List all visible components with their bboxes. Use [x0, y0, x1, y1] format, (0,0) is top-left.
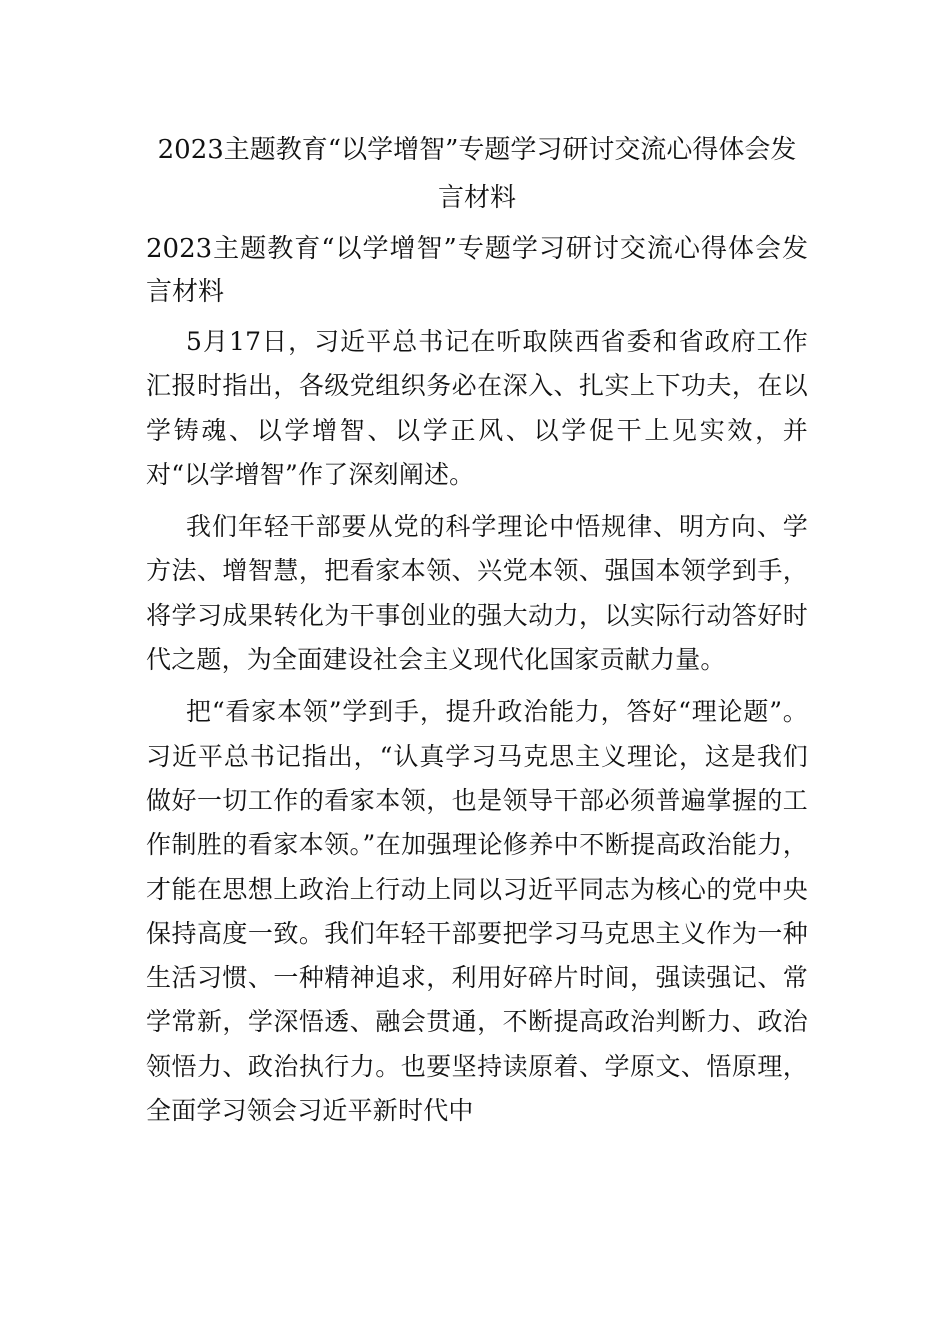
document-page [146, 126, 808, 1133]
paragraph-3: 把“看家本领”学到手，提升政治能力，答好“理论题”。习近平总书记指出，“认真学习马克思主义理论，这是我们做好一切工作的看家本领，也是领导干部必须普遍掌握的工作制胜的看家本领。”在加强理论修养中不断提高政治能力，才能在思想上政治上行动上同以习近平同志为核心的党中央保持高度一致。我们年轻干部要把学习马克思主义作为一种生活习惯、一种精神追求，利用好碎片时间，强读强记、常学常新，学深悟透、融会贯通，不断提高政治判断力、政治领悟力、政治执行力。也要坚持读原着、学原文、悟原理，全面学习领会习近平新时代中 [146, 697, 808, 1126]
title-line-1: 2023主题教育“以学增智”专题学习研讨交流心得体会发 [157, 135, 797, 165]
paragraph-2: 我们年轻干部要从党的科学理论中悟规律、明方向、学方法、增智慧，把看家本领、兴党本领、强国本领学到手，将学习成果转化为干事创业的强大动力，以实际行动答好时代之题，为全面建设社会主义现代化国家贡献力量。 [146, 512, 808, 675]
paragraph-1: 5月17日，习近平总书记在听取陕西省委和省政府工作汇报时指出，各级党组织务必在深入、扎实上下功夫，在以学铸魂、以学增智、以学正风、以学促干上见实效，并对“以学增智”作了深刻阐述。 [146, 327, 808, 489]
title-line-2: 言材料 [437, 183, 516, 213]
document-title [146, 126, 808, 222]
document-subtitle: 2023主题教育“以学增智”专题学习研讨交流心得体会发言材料 [146, 234, 808, 307]
